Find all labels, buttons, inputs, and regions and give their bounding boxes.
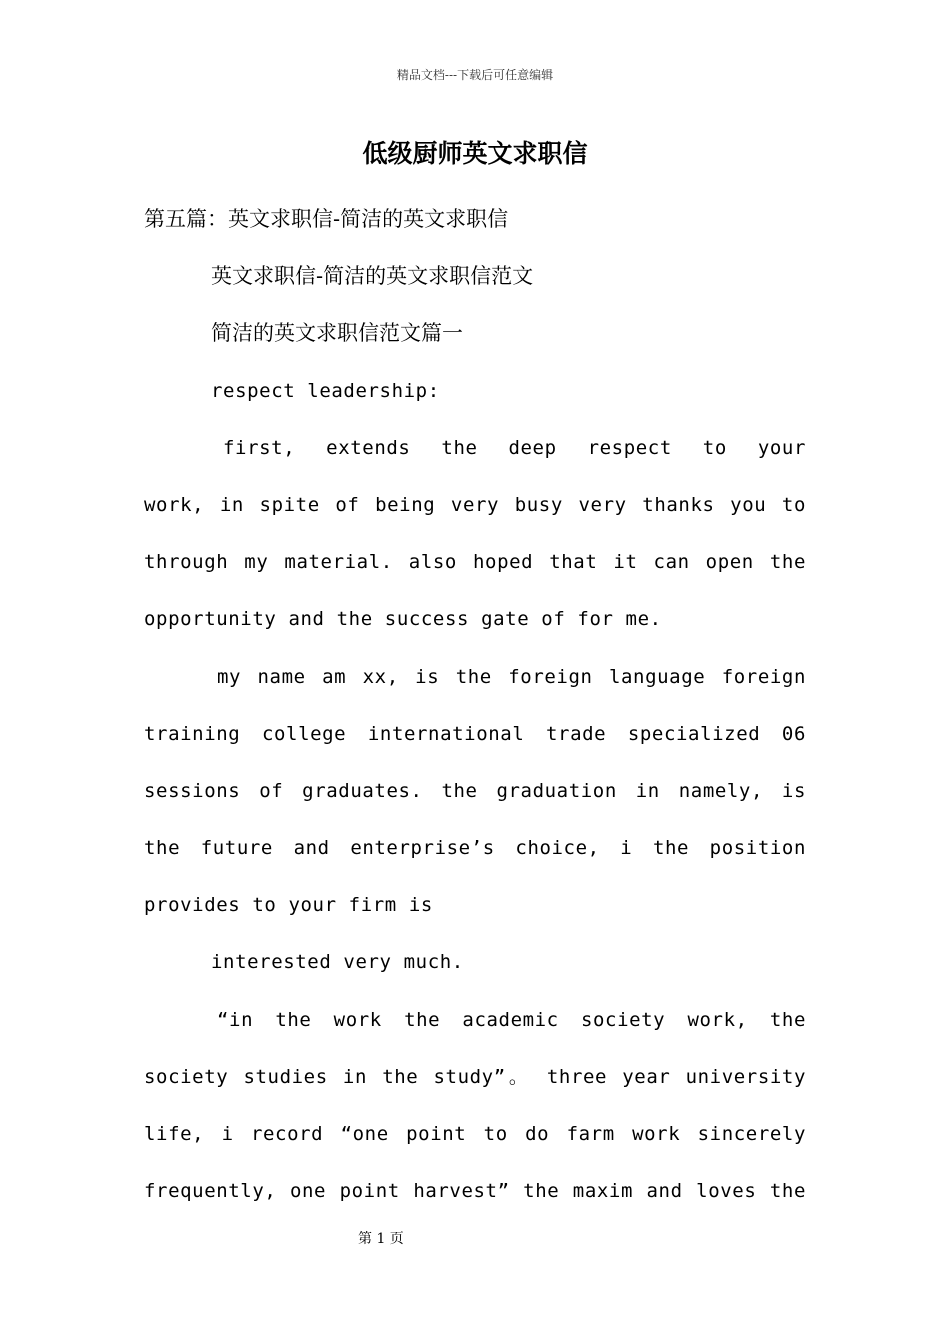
salutation: respect leadership: bbox=[211, 379, 440, 402]
section-heading: 第五篇：英文求职信-简洁的英文求职信 bbox=[144, 207, 509, 231]
body-line: life, i record “one point to do farm work sincerely bbox=[144, 1123, 806, 1145]
subheading: 英文求职信-简洁的英文求职信范文 bbox=[211, 264, 534, 289]
body-line: interested very much. bbox=[211, 951, 464, 974]
body-line: first, extends the deep respect to your bbox=[223, 436, 806, 459]
body-line: opportunity and the success gate of for me. bbox=[144, 608, 662, 631]
body-line: sessions of graduates. the graduation in namely, is bbox=[144, 779, 806, 802]
body-line: provides to your firm is bbox=[144, 894, 433, 917]
subheading-2: 简洁的英文求职信范文篇一 bbox=[211, 321, 463, 346]
document-title: 低级厨师英文求职信 bbox=[362, 139, 588, 168]
body-line: work, in spite of being very busy very thanks you to bbox=[144, 493, 806, 516]
body-line: society studies in the study”。 three year university bbox=[144, 1065, 806, 1088]
body-line: through my material. also hoped that it can open the bbox=[144, 551, 806, 574]
body-line: the future and enterprise’s choice, i the position bbox=[144, 837, 806, 860]
page-number: 第 1 页 bbox=[358, 1231, 404, 1247]
body-line: training college international trade specialized 06 bbox=[144, 722, 806, 745]
body-line: my name am xx, is the foreign language foreign bbox=[217, 665, 806, 688]
page-header-note: 精品文档---下载后可任意编辑 bbox=[396, 68, 554, 82]
document-body bbox=[144, 191, 806, 1220]
body-line: frequently, one point harvest” the maxim and loves the bbox=[144, 1180, 806, 1203]
body-line: “in the work the academic society work, the bbox=[217, 1008, 806, 1031]
